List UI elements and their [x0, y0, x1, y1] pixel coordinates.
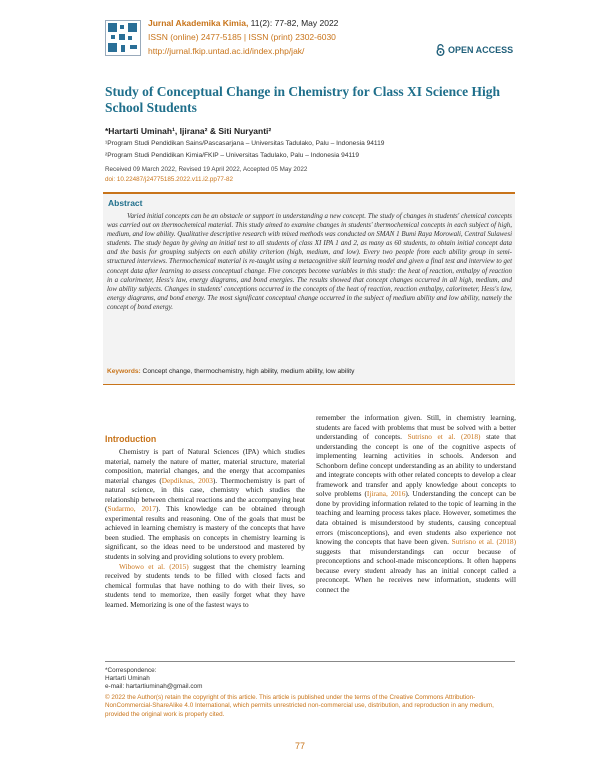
text-run: Chemistry is part of Natural Sciences (IPA) which studies material, namely the nature of matter, material structure, material composition, material changes, and the energy that accompanies material changes ( [105, 447, 305, 485]
journal-name: Jurnal Akademika Kimia, [148, 18, 249, 28]
citation-link[interactable]: Sudarmo, 2017 [107, 504, 157, 514]
citation-link[interactable]: Sutrisno et al. (2018) [407, 432, 481, 442]
intro-paragraph-1 [105, 447, 305, 562]
page-number: 77 [294, 741, 305, 751]
text-run: ). Understanding the concept can be done by providing information related to the topic of learning in the teaching and learning process takes place. However, sometimes the data obtained is misunderstood by students, causing conceptual errors (misconceptions), and even students also experience not knowing the concepts that have been given. [316, 489, 516, 547]
abstract-text: Varied initial concepts can be an obstacle or support in understanding a new concept. The study of changes in students' chemical concepts was carried out on thermochemical material. This study aimed to examine changes in students' thermochemical concepts in each subject of high, medium, and low ability. Qualitative descriptive research with mixed methods was conducted on SMAN 1 Bumi Raya Morowali, Central Sulawesi students. The study began by giving an initial test to all students of class XI IPA 1 and 2, as many as 60 students, to obtain initial concept data and the basis for grouping subjects on each ability criterion (high, medium, and low). Every two people from each ability group in semi-structured interviews. Thermochemical material is re-taught using a metacognitive skill learning model and given a final test and interview to get concept data after learning to assess conceptual change. Five concepts become variables in this study: the heat of reaction, enthalpy of reaction in a calorimeter, Hess's law, energy diagrams, and bond energies. The results showed that concept changes occurred in all high, medium, and low ability subjects. Changes in students' conceptions occurred in the concepts of the heat of reaction, reaction enthalpy, calorimeter, Hess's law, energy diagrams, and bond energy. The most significant conceptual change occurred in the subject of medium ability and low ability, namely the concept of bond energy. [107, 212, 512, 311]
keywords [107, 368, 354, 375]
citation-link[interactable]: Depdiknas, 2003 [161, 475, 213, 485]
journal-issn: ISSN (online) 2477-5185 | ISSN (print) 2302-6030 [148, 32, 336, 42]
article-authors: *Hartarti Uminah¹, Ijirana² & Siti Nuryanti² [105, 126, 272, 136]
citation-link[interactable]: Ijirana, 2016 [366, 489, 406, 499]
abstract-divider [103, 384, 515, 385]
affiliation-1: ¹Program Studi Pendidikan Sains/Pascasarjana – Universitas Tadulako, Palu – Indonesia 94119 [105, 140, 385, 147]
open-access-label: OPEN ACCESS [448, 45, 514, 55]
introduction-heading: Introduction [105, 434, 157, 444]
body-column-left [105, 447, 305, 609]
correspondence-email: e-mail: hartartiuminah@gmail.com [105, 683, 203, 690]
citation-link[interactable]: Sutrisno et al. (2018) [451, 537, 516, 547]
body-column-right [316, 413, 516, 594]
intro-paragraph-3 [316, 413, 516, 594]
text-run: suggests that misunderstandings can occur because of preconceptions and school-made misconceptions. It often happens because every student already has an initial concept called a preconcept. When he receives new information, students will connect the [316, 546, 516, 594]
text-run: suggest that the chemistry learning received by students tends to be filled with closed facts and chemical formulas that have nothing to do with their lives, so students tend to memorize, then easily forget what they have learned. Memorizing is one of the fastest ways to [105, 561, 305, 609]
text-run: ). Thermochemistry is part of natural science, in this case, chemistry which studies the relationship between chemical reactions and the accompanying heat ( [105, 475, 305, 514]
correspondence-label: *Correspondence: [105, 667, 157, 674]
qr-code-icon [105, 20, 141, 56]
abstract-heading: Abstract [108, 198, 143, 208]
open-access-lock-icon [436, 44, 445, 56]
license-notice: © 2022 the Author(s) retain the copyright of this article. This article is published under the terms of the Creative Commons Attribution-NonCommercial-ShareAlike 4.0 International, which permits unrestricted non-commercial use, distribution, and reproduction in any medium, provided the original work is properly cited. [105, 694, 494, 718]
intro-paragraph-2 [105, 562, 305, 610]
correspondence-name: Hartarti Uminah [105, 675, 150, 682]
journal-url-link[interactable]: http://jurnal.fkip.untad.ac.id/index.php/jak/ [148, 46, 305, 56]
article-dates: Received 09 March 2022, Revised 19 April 2022, Accepted 05 May 2022 [105, 166, 308, 173]
keywords-list: Concept change, thermochemistry, high ability, medium ability, low ability [140, 368, 355, 375]
open-access-badge [436, 44, 513, 56]
keywords-label: Keywords: [107, 368, 141, 375]
affiliation-2: ²Program Studi Pendidikan Kimia/FKIP – Universitas Tadulako, Palu – Indonesia 94119 [105, 152, 360, 159]
text-run: ). This knowledge can be obtained through experimental results and reasoning. One of the goals that must be achieved in learning chemistry is mastery of the concepts that have been studied. The emphasis on concepts in chemistry learning is significant, so the ideas need to be understood and mastered by students in solving and providing solutions to every problem. [105, 504, 305, 562]
article-title: Study of Conceptual Change in Chemistry for Class XI Science High School Students [105, 84, 501, 115]
journal-issue: 11(2): 77-82, May 2022 [248, 18, 339, 28]
text-run: state that understanding the concept is one of the cognitive aspects of implementing learning activities in schools. Anderson and Schonborn define concept understanding as an ability to understand and integrate concepts with other related concepts to develop a clear framework and transfer and apply knowledge about concepts to solve problems ( [316, 432, 516, 499]
article-doi-link[interactable]: doi: 10.22487/j24775185.2022.v11.i2.pp77-82 [105, 176, 234, 183]
text-run: remember the information given. Still, in chemistry learning, students are faced with problems that must be solved with a better understanding of concepts. [316, 413, 516, 442]
citation-link[interactable]: Wibowo et al. (2015) [119, 561, 189, 571]
journal-citation [148, 18, 338, 28]
footnote-divider [105, 661, 515, 662]
